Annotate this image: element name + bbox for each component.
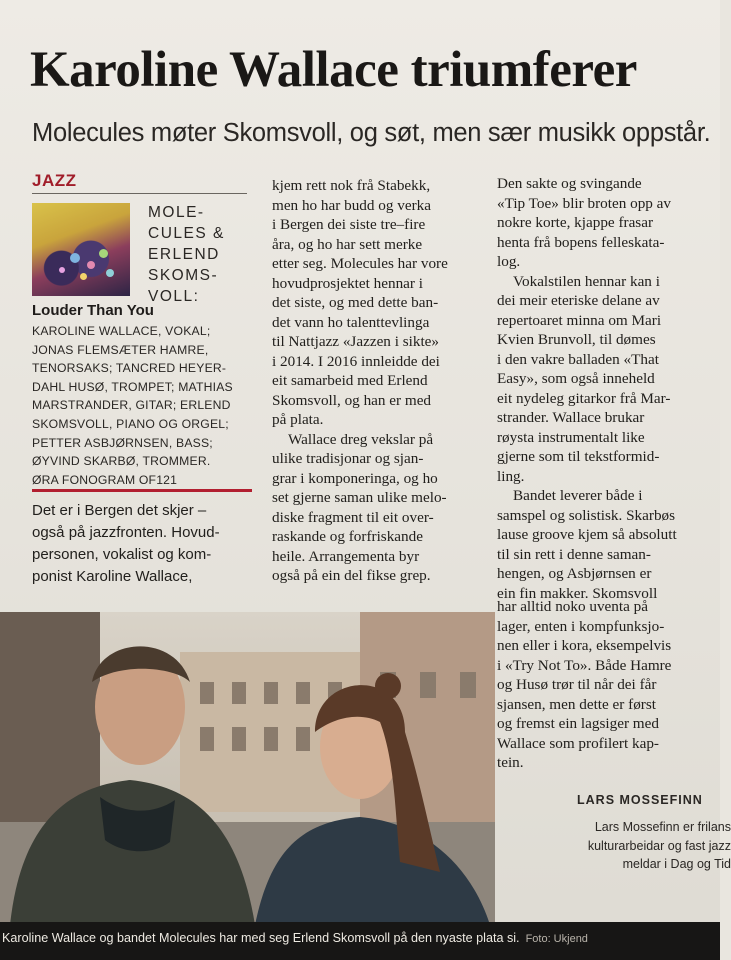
body-line: ling. [497, 467, 525, 485]
body-line: på plata. [272, 411, 324, 428]
body-line: grar i komponeringa, og ho [272, 469, 438, 487]
body-line: Bandet leverer både i [513, 487, 643, 504]
album-credits [32, 322, 262, 489]
album-title: Louder Than You [32, 302, 154, 319]
body-line: det siste, og med dette ban- [272, 294, 439, 311]
band-name-line: VOLL: [148, 288, 200, 305]
body-line: set gjerne saman ulike melo- [272, 489, 447, 506]
article-headline: Karoline Wallace triumferer [30, 42, 637, 98]
infobox-divider [32, 193, 247, 194]
credits-line: TENORSAKS; TANCRED HEYER- [32, 361, 227, 376]
body-line: raskande og forfriskande [272, 528, 423, 545]
body-line: kjem rett nok frå Stabekk, [272, 177, 431, 194]
caption-text: Karoline Wallace og bandet Molecules har med seg Erlend Skomsvoll på den nyaste plata si. [2, 931, 520, 945]
band-name-line: ERLEND [148, 246, 220, 263]
body-line: heile. Arrangementa byr [272, 547, 420, 565]
body-line: det vann ho talenttevlinga [272, 313, 430, 331]
author-bio [571, 818, 731, 874]
body-line: Wallace som profilert kap- [497, 734, 659, 752]
body-line: diske fragment til eit over- [272, 508, 434, 526]
credits-line: KAROLINE WALLACE, VOKAL; [32, 324, 211, 338]
article-subheadline: Molecules møter Skomsvoll, og søt, men sær musikk oppstår. [32, 119, 711, 147]
body-line: Vokalstilen hennar kan i [513, 272, 660, 290]
body-line: henta frå bopens felleskata- [497, 233, 665, 251]
body-line: log. [497, 253, 521, 270]
body-line: eit nydeleg gitarkor frå Mar- [497, 389, 671, 407]
body-line: lager, enten i kompfunksjo- [497, 617, 665, 635]
body-line: røysta instrumentalt like [497, 428, 645, 446]
body-line: eit samarbeid med Erlend [272, 372, 428, 389]
body-line: hengen, og Asbjørnsen er [497, 565, 652, 582]
body-line: etter seg. Molecules har vore [272, 255, 448, 272]
body-line: hovudprosjektet hennar i [272, 274, 423, 292]
body-line: i «Try Not To». Både Hamre [497, 656, 672, 674]
photo-credit: Foto: Ukjend [525, 933, 588, 945]
body-line: Wallace dreg vekslar på [288, 430, 434, 448]
band-name-line: MOLE- [148, 204, 205, 221]
article-column-right [497, 174, 720, 603]
article-photo [0, 612, 495, 925]
credits-line: MARSTRANDER, GITAR; ERLEND [32, 398, 231, 413]
article-column-right-continued [497, 597, 720, 773]
body-line: lause groove kjem så absolutt [497, 526, 677, 543]
bio-line: meldar i Dag og Tid [622, 857, 731, 871]
body-line: ulike tradisjonar og sjan- [272, 450, 424, 467]
lead-line: personen, vokalist og kom- [32, 546, 212, 563]
body-line: «Tip Toe» blir broten opp av [497, 194, 672, 212]
infobox-red-rule [32, 489, 252, 492]
body-line: i 2014. I 2016 innleidde dei [272, 352, 440, 370]
body-line: og Husø trør til når dei får [497, 676, 657, 693]
body-line: gjerne som til tekstformid- [497, 448, 660, 465]
band-name-line: CULES & [148, 225, 225, 242]
body-line: og fremst ein lagsiger med [497, 715, 659, 732]
credits-line: JONAS FLEMSÆTER HAMRE, [32, 342, 209, 357]
body-line: også på ein del fikse grep. [272, 567, 431, 584]
bio-line: kulturarbeidar og fast jazz [587, 838, 731, 853]
lead-line: ponist Karoline Wallace, [32, 568, 193, 585]
credits-line: PETTER ASBJØRNSEN, BASS; [32, 435, 213, 450]
body-line: men ho har budd og verka [272, 196, 432, 214]
body-line: Easy», som også inneheld [497, 370, 655, 387]
lead-line: Det er i Bergen det skjer – [32, 502, 207, 519]
body-line: strander. Wallace brukar [497, 409, 645, 426]
band-name [148, 202, 258, 307]
lead-line: også på jazzfronten. Hovud- [32, 524, 220, 541]
album-cover-image [32, 203, 130, 296]
photo-caption [2, 931, 588, 945]
body-line: åra, og ho har sett merke [272, 235, 423, 253]
body-line: i Bergen dei siste tre–fire [272, 216, 426, 233]
article-lead [32, 500, 260, 588]
band-name-line: SKOMS- [148, 267, 219, 284]
body-line: tein. [497, 754, 524, 771]
body-line: dei meir eteriske delane av [497, 292, 660, 309]
body-line: i den vakre balladen «That [497, 350, 659, 368]
body-line: Den sakte og svingande [497, 175, 642, 192]
body-line: til Nattjazz «Jazzen i sikte» [272, 333, 439, 350]
credits-line: ØRA FONOGRAM OF121 [32, 472, 178, 487]
body-line: Skomsvoll, og han er med [272, 391, 432, 409]
band-photo-illustration [0, 612, 495, 925]
body-line: nen eller i kora, eksempelvis [497, 637, 672, 654]
bio-line: Lars Mossefinn er frilans [594, 820, 731, 834]
body-line: repertoaret minna om Mari [497, 311, 662, 329]
credits-line: DAHL HUSØ, TROMPET; MATHIAS [32, 379, 233, 394]
section-label: JAZZ [32, 171, 77, 190]
body-line: til sin rett i denne saman- [497, 545, 651, 563]
body-line: sjansen, men dette er først [497, 695, 656, 713]
body-line: ein fin makker. Skomsvoll [497, 584, 658, 602]
body-line: Kvien Brunvoll, til dømes [497, 331, 656, 348]
body-line: nokre korte, kjappe frasar [497, 214, 654, 231]
credits-line: ØYVIND SKARBØ, TROMMER. [32, 454, 211, 469]
body-line: samspel og solistisk. Skarbøs [497, 506, 676, 524]
credits-line: SKOMSVOLL, PIANO OG ORGEL; [32, 416, 229, 431]
body-line: har alltid noko uventa på [497, 598, 648, 615]
article-column-middle [272, 176, 492, 586]
author-byline: LARS MOSSEFINN [577, 793, 703, 807]
